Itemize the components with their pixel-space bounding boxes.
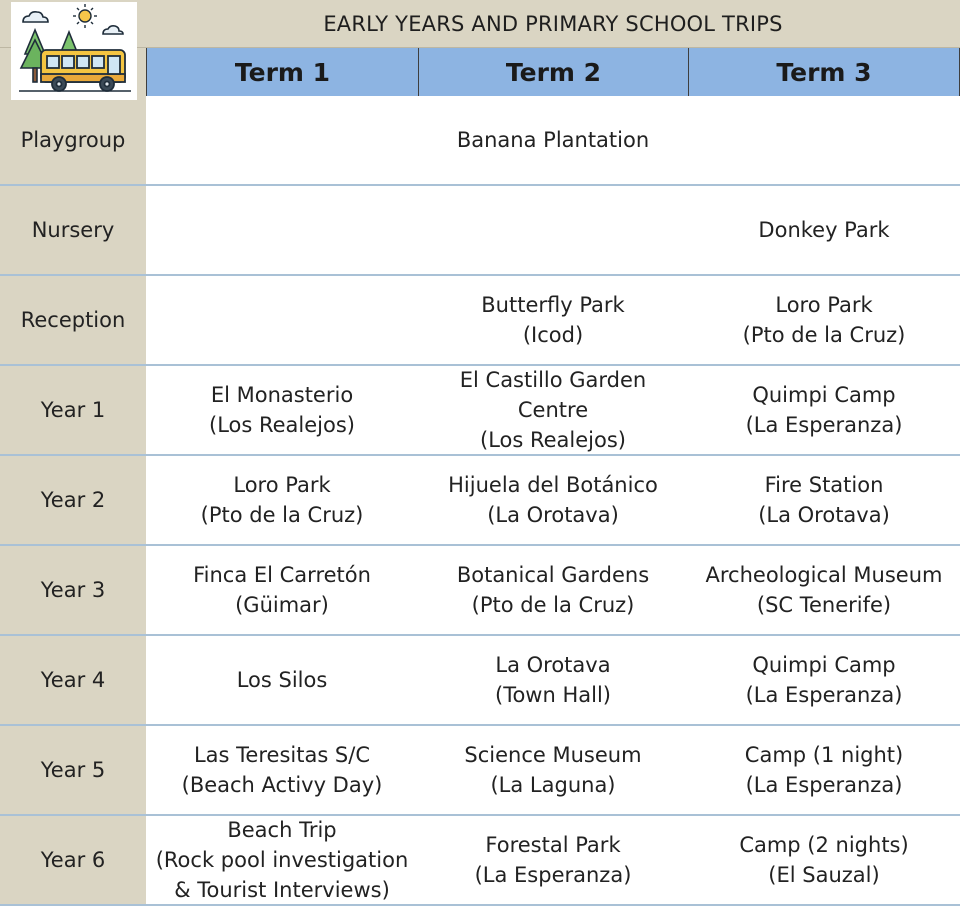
trip-line: Camp (1 night) <box>744 743 904 767</box>
trip-cell-term-2 <box>418 456 688 544</box>
trip-line: Hijuela del Botánico <box>448 473 658 497</box>
school-bus-icon <box>11 2 137 100</box>
trip-line: (Pto de la Cruz) <box>200 503 364 527</box>
trip-cell-term-2 <box>418 726 688 814</box>
trip-line: Science Museum <box>464 743 642 767</box>
trip-line: Loro Park <box>233 473 331 497</box>
trip-line: Butterfly Park <box>481 293 625 317</box>
trip-cell-term-3 <box>688 636 960 724</box>
trip-line: Banana Plantation <box>456 128 650 152</box>
trip-cell-term-1 <box>146 816 418 904</box>
trip-line: Donkey Park <box>758 218 890 242</box>
trip-line: (Pto de la Cruz) <box>742 323 906 347</box>
trip-line: Archeological Museum <box>705 563 943 587</box>
trip-cell-term-3 <box>688 276 960 364</box>
trip-cell-term-3 <box>688 816 960 904</box>
trip-line: (La Orotava) <box>758 503 890 527</box>
trips-table <box>0 96 960 906</box>
trip-line: Botanical Gardens <box>456 563 650 587</box>
trip-line: Forestal Park <box>485 833 621 857</box>
trip-cell-term-2 <box>418 816 688 904</box>
trip-line: (SC Tenerife) <box>756 593 892 617</box>
trip-line: Centre <box>517 398 589 422</box>
trip-line: Quimpi Camp <box>752 653 896 677</box>
trip-line: Fire Station <box>764 473 884 497</box>
trip-line: (Los Realejos) <box>209 413 355 437</box>
trip-line: (Güimar) <box>235 593 329 617</box>
row-label: Playgroup <box>0 96 146 184</box>
trip-cell-term-1 <box>146 726 418 814</box>
trip-line: Los Silos <box>236 668 328 692</box>
trip-cell-term-3 <box>688 456 960 544</box>
trip-cell-term-1 <box>146 276 418 364</box>
trip-line: El Castillo Garden <box>459 368 647 392</box>
table-row <box>0 816 960 906</box>
trip-line: (Icod) <box>522 323 584 347</box>
trip-line: (El Sauzal) <box>768 863 880 887</box>
trip-line: (La Esperanza) <box>474 863 632 887</box>
trip-line: El Monasterio <box>210 383 354 407</box>
trip-cell-all-terms <box>146 96 960 184</box>
trip-cell-term-1 <box>146 636 418 724</box>
page-title: EARLY YEARS AND PRIMARY SCHOOL TRIPS <box>323 12 783 36</box>
table-row <box>0 366 960 456</box>
trip-line: (La Esperanza) <box>745 413 903 437</box>
trip-line: La Orotava <box>495 653 611 677</box>
table-row <box>0 636 960 726</box>
row-label: Year 3 <box>0 546 146 634</box>
trip-cell-term-2 <box>418 186 688 274</box>
trip-cell-term-2 <box>418 636 688 724</box>
table-row <box>0 96 960 186</box>
row-label: Year 6 <box>0 816 146 904</box>
row-label: Year 4 <box>0 636 146 724</box>
table-row <box>0 456 960 546</box>
trip-line: Quimpi Camp <box>752 383 896 407</box>
trip-line: (Town Hall) <box>495 683 611 707</box>
trip-cell-term-2 <box>418 546 688 634</box>
trip-line: Finca El Carretón <box>193 563 371 587</box>
trip-line: (Beach Activy Day) <box>181 773 383 797</box>
trip-cell-term-1 <box>146 456 418 544</box>
trip-line: Camp (2 nights) <box>739 833 909 857</box>
term-header-2: Term 2 <box>418 48 688 96</box>
trip-cell-term-1 <box>146 186 418 274</box>
term-header-3: Term 3 <box>688 48 960 96</box>
trip-line: (Pto de la Cruz) <box>471 593 635 617</box>
table-row <box>0 726 960 816</box>
row-label: Year 5 <box>0 726 146 814</box>
term-header-row <box>0 48 960 96</box>
table-row <box>0 186 960 276</box>
table-row <box>0 276 960 366</box>
trip-cell-term-3 <box>688 186 960 274</box>
trip-line: (La Esperanza) <box>745 773 903 797</box>
trip-cell-term-2 <box>418 366 688 454</box>
trip-line: (La Orotava) <box>487 503 619 527</box>
title-bar <box>0 0 960 48</box>
trip-line: (La Esperanza) <box>745 683 903 707</box>
trip-line: (La Laguna) <box>490 773 616 797</box>
trip-cell-term-1 <box>146 366 418 454</box>
trip-cell-term-3 <box>688 726 960 814</box>
table-row <box>0 546 960 636</box>
trip-line: Loro Park <box>775 293 873 317</box>
term-header-1: Term 1 <box>146 48 418 96</box>
trip-line: (Rock pool investigation <box>155 848 409 872</box>
row-label: Nursery <box>0 186 146 274</box>
row-label: Year 1 <box>0 366 146 454</box>
trip-cell-term-3 <box>688 366 960 454</box>
trip-line: Las Teresitas S/C <box>193 743 371 767</box>
trip-cell-term-3 <box>688 546 960 634</box>
row-label: Year 2 <box>0 456 146 544</box>
trip-line: Beach Trip <box>227 818 337 842</box>
row-label: Reception <box>0 276 146 364</box>
trip-line: (Los Realejos) <box>480 428 626 452</box>
trip-line: & Tourist Interviews) <box>174 878 390 902</box>
trip-cell-term-2 <box>418 276 688 364</box>
trip-cell-term-1 <box>146 546 418 634</box>
school-bus-logo <box>11 2 137 100</box>
